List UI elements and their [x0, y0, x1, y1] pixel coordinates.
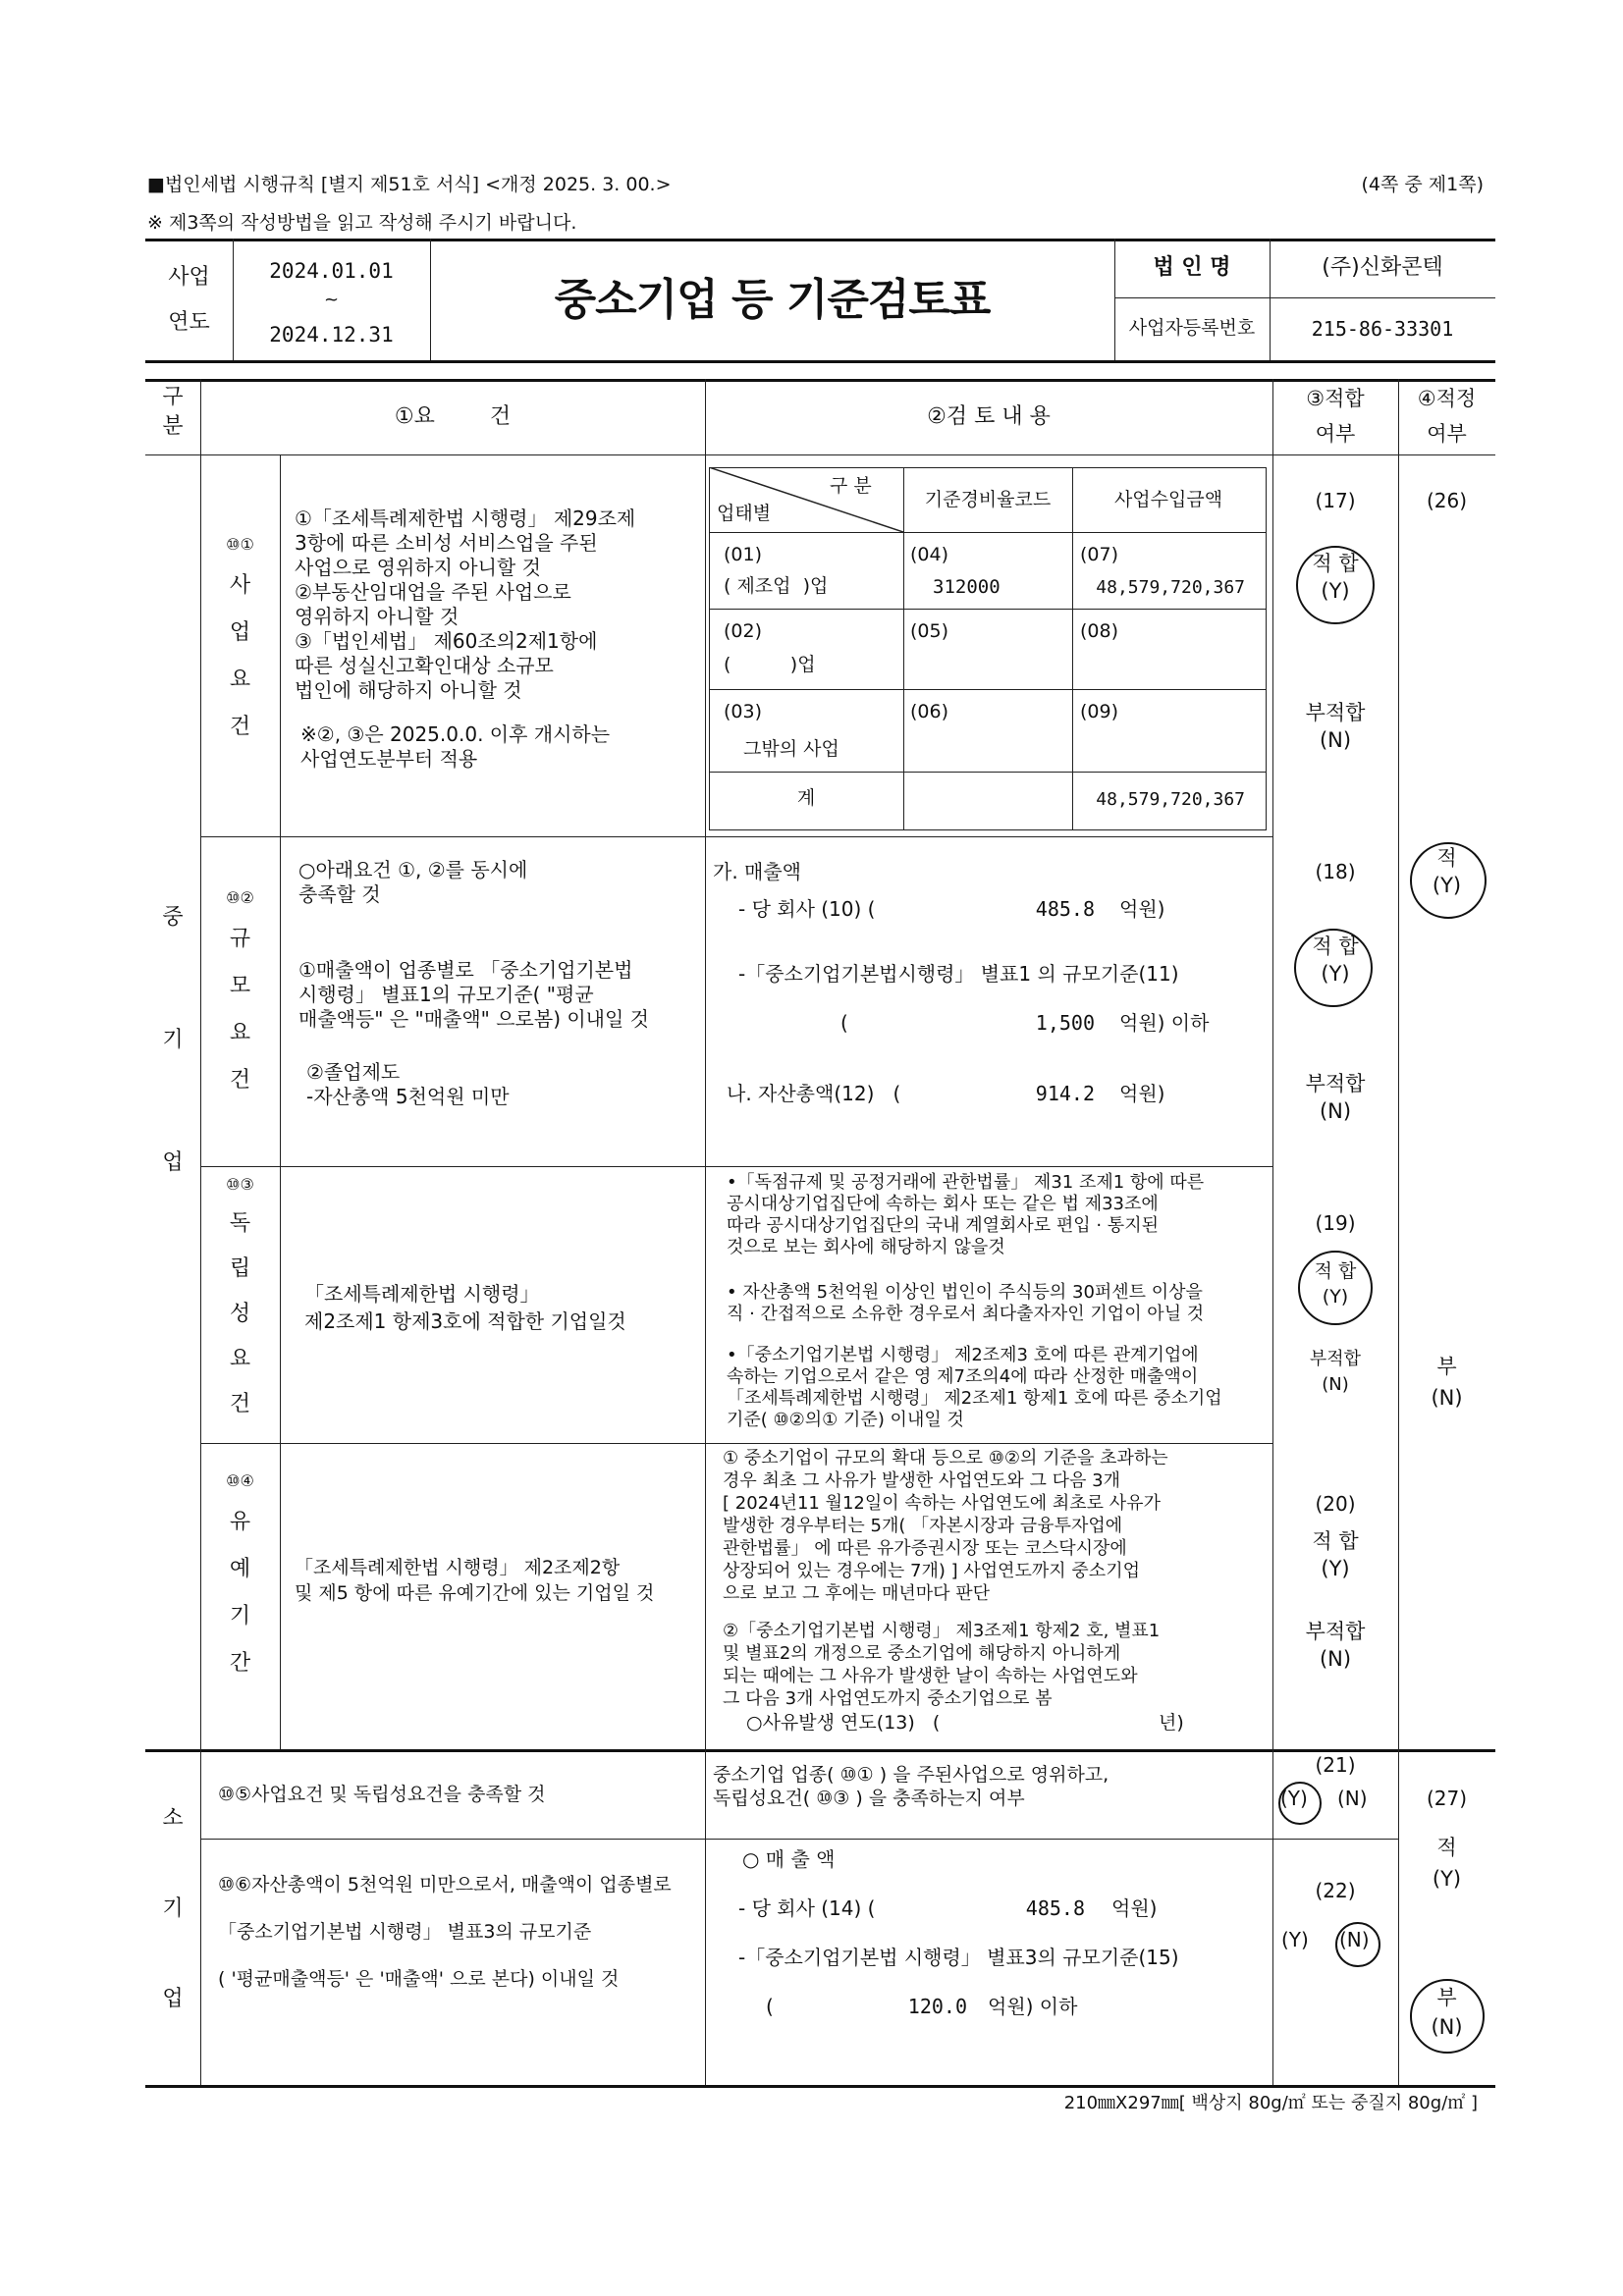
row101-suitable-fit: 적 합 (Y)	[1312, 552, 1359, 603]
row104-suitable-unfit: 부적합 (N)	[1305, 1620, 1366, 1671]
row102-sales-title: 가. 매출액	[713, 860, 801, 883]
year-label-1: 사업	[168, 265, 210, 290]
biz-no: 215-86-33301	[1311, 317, 1454, 341]
row103-review-2: • 자산총액 5천억원 이상인 법인이 주식등의 30퍼센트 이상을 직 · 간접적으로 소유한 경우로서 최다출자자인 기업이 아닐 것	[727, 1282, 1205, 1324]
total-amount: 48,579,720,367	[1096, 789, 1245, 810]
row105-review: 중소기업 업종( ⑩① ) 을 주된사업으로 영위하고, 독립성요건( ⑩③ ) 을 충족하는지 여부	[713, 1764, 1109, 1809]
row104-review-2: ②「중소기업기본법 시행령」 제3조제1 항제2 호, 별표1 및 별표2의 개정으로 중소기업에 해당하지 아니하게 되는 때에는 그 사유가 발생한 날이 속하는 사업연도와 그 다음 3개 사업연도까지 중소기업으로 봄	[723, 1621, 1161, 1709]
small-proper-fit: 적 (Y)	[1432, 1836, 1462, 1891]
row103-suitable-fit: 적 합 (Y)	[1314, 1260, 1357, 1308]
cell-01-industry: ( 제조업 )업	[724, 575, 829, 597]
row106-sales-title: ○ 매 출 액	[742, 1847, 836, 1871]
cell-06-number: (06)	[910, 701, 949, 722]
row102-company-label: - 당 회사 (10) (	[738, 897, 876, 921]
row101-note: ※②, ③은 2025.0.0. 이후 개시하는 사업연도분부터 적용	[300, 722, 611, 771]
cell-01-number: (01)	[724, 544, 763, 565]
row102-company-value: 485.8	[1035, 897, 1095, 921]
row102-standard-label: -「중소기업기본법시행령」 별표1 의 규모기준(11)	[738, 962, 1179, 986]
row105-suitable-number: (21)	[1315, 1753, 1356, 1777]
section-small-label: 소 기 업	[162, 1806, 184, 2011]
row103-fit-circle	[1298, 1251, 1373, 1325]
row103-suitable-number: (19)	[1315, 1211, 1356, 1235]
row106-n-circle	[1335, 1922, 1380, 1967]
row102-label: ⑩② 규 모 요 건	[226, 888, 254, 1093]
row101-label: ⑩① 사 업 요 건	[226, 535, 254, 739]
rule-top	[145, 239, 1495, 241]
row106-standard-label: -「중소기업기본법 시행령」 별표3의 규모기준(15)	[738, 1946, 1179, 1969]
col-header-requirement: ①요 건	[394, 404, 512, 429]
row105-y-circle	[1278, 1782, 1322, 1825]
row106-company-value: 485.8	[1025, 1896, 1085, 1920]
row102-suitable-number: (18)	[1315, 860, 1356, 883]
row102-requirement-c: ②졸업제도 -자산총액 5천억원 미만	[306, 1060, 510, 1108]
row106-suitable-number: (22)	[1315, 1879, 1356, 1902]
row104-label: ⑩④ 유 예 기 간	[226, 1471, 254, 1676]
row104-review-1: ① 중소기업이 규모의 확대 등으로 ⑩②의 기준을 초과하는 경우 최초 그 사유가 발생한 사업연도와 그 다음 3개 [ 2024년11 월12일이 속하는 사업연도에 최초로 사유가 발생한 경우부터는 5개( 「자본시장과 금융투자업에 관한법률」 에 따른 유가증권시장 또는 코스닥시장에 상장되어 있는 경우에는 7개) ] 사업연도까지 중소기업 으로 보고 그 후에는 매년마다 판단	[723, 1448, 1168, 1604]
small-proper-no: 부 (N)	[1431, 1986, 1463, 2039]
row102-assets-value: 914.2	[1035, 1082, 1095, 1105]
col-header-suitable: ③적합 여부	[1306, 387, 1365, 446]
sme-proper-no: 부 (N)	[1431, 1355, 1463, 1410]
cell-02-number: (02)	[724, 620, 763, 642]
cell-08-number: (08)	[1080, 620, 1119, 642]
row105-option-n: (N)	[1337, 1787, 1368, 1810]
col-header-proper: ④적정 여부	[1417, 387, 1477, 446]
row102-standard-value: 1,500	[1035, 1011, 1095, 1035]
sme-proper-circle	[1410, 842, 1487, 919]
inner-header-amount: 사업수입금액	[1113, 489, 1223, 510]
row102-assets-label: 나. 자산총액(12) (	[727, 1082, 901, 1105]
row103-suitable-unfit: 부적합 (N)	[1309, 1349, 1362, 1395]
row105-option-y: (Y)	[1280, 1787, 1308, 1810]
inner-header-category: 구 분	[830, 475, 872, 497]
col-header-category: 구 분	[162, 385, 184, 439]
biz-no-label: 사업자등록번호	[1128, 317, 1256, 339]
row105-requirement: ⑩⑤사업요건 및 독립성요건을 충족할 것	[218, 1784, 546, 1805]
row102-company-unit: 억원)	[1119, 897, 1165, 921]
corp-name: (주)신화콘텍	[1322, 255, 1443, 280]
period-start: 2024.01.01	[269, 259, 394, 283]
row102-requirement-a: ○아래요건 ①, ②를 동시에 충족할 것	[298, 858, 528, 906]
row103-review-3: •「중소기업기본법 시행령」 제2조제3 호에 따른 관계기업에 속하는 기업으로서 같은 영 제7조의4에 따라 산정한 매출액이 「조세특례제한법 시행령」 제2조제1 항제1 호에 따른 중소기업 기준( ⑩②의① 기준) 이내일 것	[727, 1345, 1222, 1430]
cell-07-number: (07)	[1080, 544, 1119, 565]
row104-suitable-fit: 적 합 (Y)	[1312, 1529, 1359, 1580]
inner-header-industry: 업태별	[717, 503, 772, 524]
page-info: (4쪽 중 제1쪽)	[1361, 174, 1484, 195]
cell-02-industry: ( )업	[724, 654, 816, 675]
row102-requirement-b: ①매출액이 업종별로 「중소기업기본법 시행령」 별표1의 규모기준( "평균 매출액등" 은 "매출액" 으로봄) 이내일 것	[298, 958, 649, 1031]
row102-standard-unit: 억원) 이하	[1119, 1011, 1210, 1035]
row103-review-1: •「독점규제 및 공정거래에 관한법률」 제31 조제1 항에 따른 공시대상기업집단에 속하는 회사 또는 같은 법 제33조에 따라 공시대상기업집단의 국내 계열회사로 편입 · 통지된 것으로 보는 회사에 해당하지 않을것	[727, 1172, 1205, 1257]
row101-suitable-unfit: 부적합 (N)	[1305, 701, 1366, 752]
row101-fit-circle	[1296, 546, 1375, 624]
col-header-review: ②검 토 내 용	[927, 404, 1051, 429]
cell-04-code: 312000	[933, 576, 1001, 598]
cell-04-number: (04)	[910, 544, 949, 565]
sme-proper-result: 적 (Y)	[1432, 846, 1462, 897]
row104-requirement: 「조세특례제한법 시행령」 제2조제2항 및 제5 항에 따른 유예기간에 있는 기업일 것	[295, 1557, 655, 1604]
row104-reason-year-unit: 년)	[1159, 1712, 1184, 1734]
rule-title-bottom	[145, 360, 1495, 363]
form-reference: ■법인세법 시행규칙 [별지 제51호 서식] <개정 2025. 3. 00.>	[147, 174, 672, 195]
row104-reason-year-label: ○사유발생 연도(13) (	[746, 1712, 941, 1734]
row101-proper-number: (26)	[1426, 489, 1468, 512]
section-sme-label: 중 기 업	[162, 905, 184, 1175]
row102-fit-circle	[1294, 929, 1373, 1007]
row106-option-n: (N)	[1339, 1928, 1370, 1951]
page-title: 중소기업 등 기준검토표	[554, 275, 991, 325]
row101-requirement: ①「조세특례제한법 시행령」 제29조제 3항에 따른 소비성 서비스업을 주된 사업으로 영위하지 아니할 것 ②부동산임대업을 주된 사업으로 영위하지 아니할 것 ③「법인세법」 제60조의2제1항에 따른 성실신고확인대상 소규모 법인에 해당하지 아니할 것	[295, 507, 636, 702]
cell-07-amount: 48,579,720,367	[1096, 577, 1245, 598]
row102-standard-open: (	[840, 1011, 848, 1035]
row103-label: ⑩③ 독 립 성 요 건	[226, 1175, 254, 1416]
row106-standard-open: (	[766, 1995, 774, 2018]
paper-spec: 210㎜X297㎜[ 백상지 80g/㎡ 또는 중질지 80g/㎡ ]	[1063, 2093, 1478, 2113]
row102-suitable-unfit: 부적합 (N)	[1305, 1072, 1366, 1123]
row104-suitable-number: (20)	[1315, 1492, 1356, 1516]
period-tilde: ~	[323, 290, 340, 310]
row101-suitable-number: (17)	[1315, 489, 1356, 512]
rule-table-top	[145, 379, 1495, 382]
row106-standard-value: 120.0	[907, 1995, 967, 2018]
row102-suitable-fit: 적 합 (Y)	[1312, 934, 1359, 986]
period-end: 2024.12.31	[269, 323, 394, 347]
year-label-2: 연도	[168, 310, 210, 335]
row103-requirement: 「조세특례제한법 시행령」 제2조제1 항제3호에 적합한 기업일것	[304, 1282, 626, 1333]
cell-09-number: (09)	[1080, 701, 1119, 722]
cell-03-industry: 그밖의 사업	[743, 738, 839, 760]
small-proper-circle	[1410, 1979, 1485, 2054]
row106-company-label: - 당 회사 (14) (	[738, 1896, 876, 1920]
cell-03-number: (03)	[724, 701, 763, 722]
cell-05-number: (05)	[910, 620, 949, 642]
notice: ※ 제3쪽의 작성방법을 읽고 작성해 주시기 바랍니다.	[147, 212, 577, 234]
row106-standard-unit: 억원) 이하	[988, 1995, 1078, 2018]
row102-assets-unit: 억원)	[1119, 1082, 1165, 1105]
row106-option-y: (Y)	[1281, 1928, 1309, 1951]
inner-header-code: 기준경비율코드	[924, 489, 1052, 510]
small-proper-number: (27)	[1426, 1787, 1468, 1810]
row106-requirement: ⑩⑥자산총액이 5천억원 미만으로서, 매출액이 업종별로 「중소기업기본법 시행령」 별표3의 규모기준 ( '평균매출액등' 은 '매출액' 으로 본다) 이내일 것	[218, 1874, 672, 1990]
row106-company-unit: 억원)	[1111, 1896, 1158, 1920]
total-label: 계	[796, 787, 816, 809]
corp-name-label: 법 인 명	[1153, 255, 1231, 280]
